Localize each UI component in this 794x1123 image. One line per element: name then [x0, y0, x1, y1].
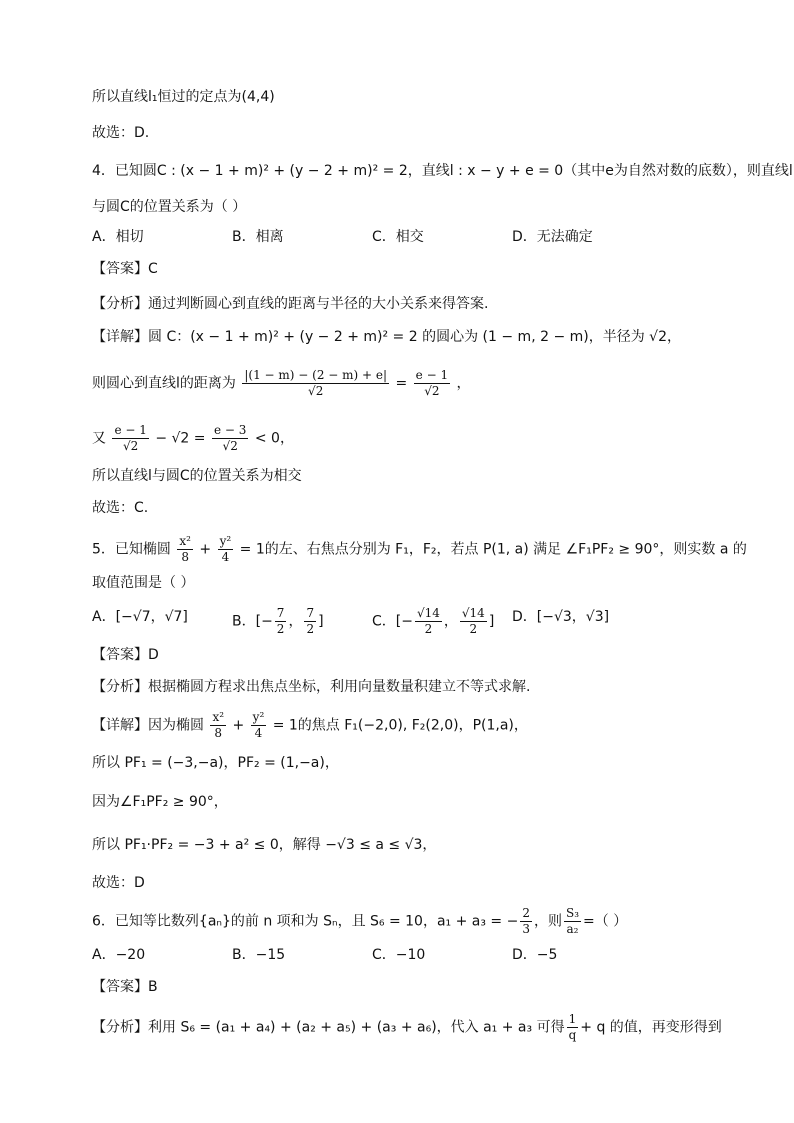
- text: 则圆心到直线l的距离为: [92, 375, 236, 392]
- numerator: 7: [276, 606, 285, 620]
- denominator: √2: [222, 439, 238, 453]
- detail: [92, 791, 714, 813]
- text: 4．已知圆C : (x − 1 + m)² + (y − 2 + m)² = 2，直线l : x − y + e = 0（其中e为自然对数的底数），则直线l: [92, 163, 793, 179]
- analysis: [92, 1012, 722, 1043]
- text: 所以 PF₁·PF₂ = −3 + a² ≤ 0，解得 −√3 ≤ a ≤ √3，: [92, 837, 437, 853]
- text: =（ ）: [583, 913, 628, 930]
- option-c: C．相交: [372, 229, 424, 245]
- text: 【详解】因为椭圆: [92, 717, 204, 734]
- numerator: S₃: [565, 906, 580, 920]
- fraction: [564, 906, 581, 937]
- answer: [92, 644, 714, 666]
- option-c: [372, 606, 494, 637]
- denominator: 4: [254, 726, 263, 740]
- text: 6．已知等比数列{aₙ}的前 n 项和为 Sₙ，且 S₆ = 10，a₁ + a₃ = −: [92, 913, 519, 930]
- text: ，: [456, 375, 471, 392]
- text: 【答案】C: [92, 261, 158, 277]
- detail: [92, 326, 714, 348]
- numerator: x²: [179, 534, 191, 548]
- denominator: 2: [469, 622, 478, 636]
- text: ]: [488, 613, 495, 630]
- text: =: [395, 375, 408, 392]
- text: 因为∠F₁PF₂ ≥ 90°，: [92, 794, 228, 810]
- option-b: [232, 606, 324, 637]
- denominator: 8: [181, 550, 189, 564]
- text: 所以 PF₁ = (−3,−a)，PF₂ = (1,−a)，: [92, 755, 339, 771]
- detail: [92, 465, 714, 487]
- text: ，: [288, 613, 303, 630]
- text: 所以直线l₁恒过的定点为(4,4): [92, 89, 275, 105]
- fraction: [251, 710, 267, 741]
- fraction: [212, 423, 248, 454]
- analysis: [92, 676, 714, 698]
- fraction: [242, 368, 389, 399]
- detail: [92, 710, 714, 741]
- text: = 1的焦点 F₁(−2,0), F₂(2,0)，P(1,a)，: [272, 717, 528, 734]
- denominator: 8: [214, 726, 223, 740]
- fraction: [210, 710, 226, 741]
- fraction: [304, 606, 316, 637]
- text: 故选：C.: [92, 500, 149, 516]
- fraction: [112, 423, 148, 454]
- option-a: A．相切: [92, 229, 144, 245]
- denominator: 2: [276, 622, 285, 636]
- text: ，则: [533, 913, 562, 930]
- fraction: [218, 534, 234, 565]
- numerator: y²: [252, 710, 265, 724]
- numerator: 1: [568, 1012, 577, 1026]
- numerator: |(1 − m) − (2 − m) + e|: [244, 368, 388, 382]
- numerator: √14: [461, 606, 485, 620]
- denominator: 2: [306, 622, 315, 636]
- question-5-stem: [92, 534, 747, 565]
- numerator: 2: [522, 906, 530, 920]
- denominator: a₂: [566, 922, 579, 936]
- text: 【分析】利用 S₆ = (a₁ + a₄) + (a₂ + a₅) + (a₃ + a₆)，代入 a₁ + a₃ 可得: [92, 1019, 565, 1036]
- detail: [92, 423, 714, 454]
- text: 取值范围是（ ）: [92, 575, 195, 591]
- option-a: A．[−√7，√7]: [92, 609, 188, 625]
- text: = 1的左、右焦点分别为 F₁，F₂，若点 P(1, a) 满足 ∠F₁PF₂ ≥ 90°，则实数 a 的: [239, 541, 747, 558]
- text: 故选：D: [92, 875, 145, 891]
- text: C．[−: [372, 613, 413, 630]
- text: 5．已知椭圆: [92, 541, 171, 558]
- numerator: e − 1: [114, 423, 147, 437]
- numerator: e − 3: [213, 423, 247, 437]
- fraction: [414, 368, 450, 399]
- fraction: [567, 1012, 579, 1043]
- denominator: 3: [522, 922, 530, 936]
- text: 故选：D.: [92, 125, 150, 141]
- analysis: [92, 293, 714, 315]
- text: 所以直线l与圆C的位置关系为相交: [92, 468, 302, 484]
- text: + q 的值，再变形得到: [580, 1019, 722, 1036]
- question-4-stem: [92, 160, 793, 182]
- text: ]: [318, 613, 324, 630]
- numerator: √14: [416, 606, 440, 620]
- option-d: D．无法确定: [512, 229, 593, 245]
- text: − √2 =: [155, 430, 206, 447]
- text: 【答案】D: [92, 647, 159, 663]
- question-4-stem: [92, 196, 714, 218]
- choose: [92, 872, 714, 894]
- numerator: e − 1: [415, 368, 449, 382]
- text-line: [92, 122, 714, 144]
- question-6-stem: [92, 906, 714, 937]
- fraction: [177, 534, 193, 565]
- denominator: 2: [424, 622, 433, 636]
- choose: [92, 497, 714, 519]
- text: 又: [92, 430, 106, 447]
- text: B．[−: [232, 613, 273, 630]
- denominator: √2: [123, 439, 139, 453]
- text: 【详解】圆 C：(x − 1 + m)² + (y − 2 + m)² = 2 的圆心为 (1 − m, 2 − m)，半径为 √2，: [92, 329, 682, 345]
- fraction: [275, 606, 287, 637]
- text: ，: [443, 613, 458, 630]
- text: 【分析】根据椭圆方程求出焦点坐标，利用向量数量积建立不等式求解.: [92, 679, 531, 695]
- denominator: 4: [221, 550, 230, 564]
- denominator: q: [568, 1028, 577, 1042]
- text: < 0，: [254, 430, 294, 447]
- answer: [92, 976, 714, 998]
- option-d: D．−5: [512, 947, 558, 963]
- fraction: [520, 906, 532, 937]
- text: 【分析】通过判断圆心到直线的距离与半径的大小关系来得答案.: [92, 296, 489, 312]
- option-d: D．[−√3，√3]: [512, 609, 610, 625]
- option-a: A．−20: [92, 947, 146, 963]
- text-line: [92, 86, 714, 108]
- denominator: √2: [308, 384, 324, 398]
- denominator: √2: [424, 384, 440, 398]
- numerator: 7: [306, 606, 315, 620]
- option-b: B．相离: [232, 229, 284, 245]
- numerator: x²: [212, 710, 225, 724]
- text: +: [232, 717, 245, 734]
- answer: [92, 258, 714, 280]
- detail: [92, 368, 714, 399]
- fraction: [415, 606, 442, 637]
- fraction: [460, 606, 487, 637]
- detail: [92, 752, 714, 774]
- numerator: y²: [219, 534, 232, 548]
- text: 与圆C的位置关系为（ ）: [92, 199, 247, 215]
- option-b: B．−15: [232, 947, 286, 963]
- option-c: C．−10: [372, 947, 426, 963]
- text: 【答案】B: [92, 979, 158, 995]
- text: +: [199, 541, 212, 558]
- question-5-stem: [92, 572, 714, 594]
- detail: [92, 834, 714, 856]
